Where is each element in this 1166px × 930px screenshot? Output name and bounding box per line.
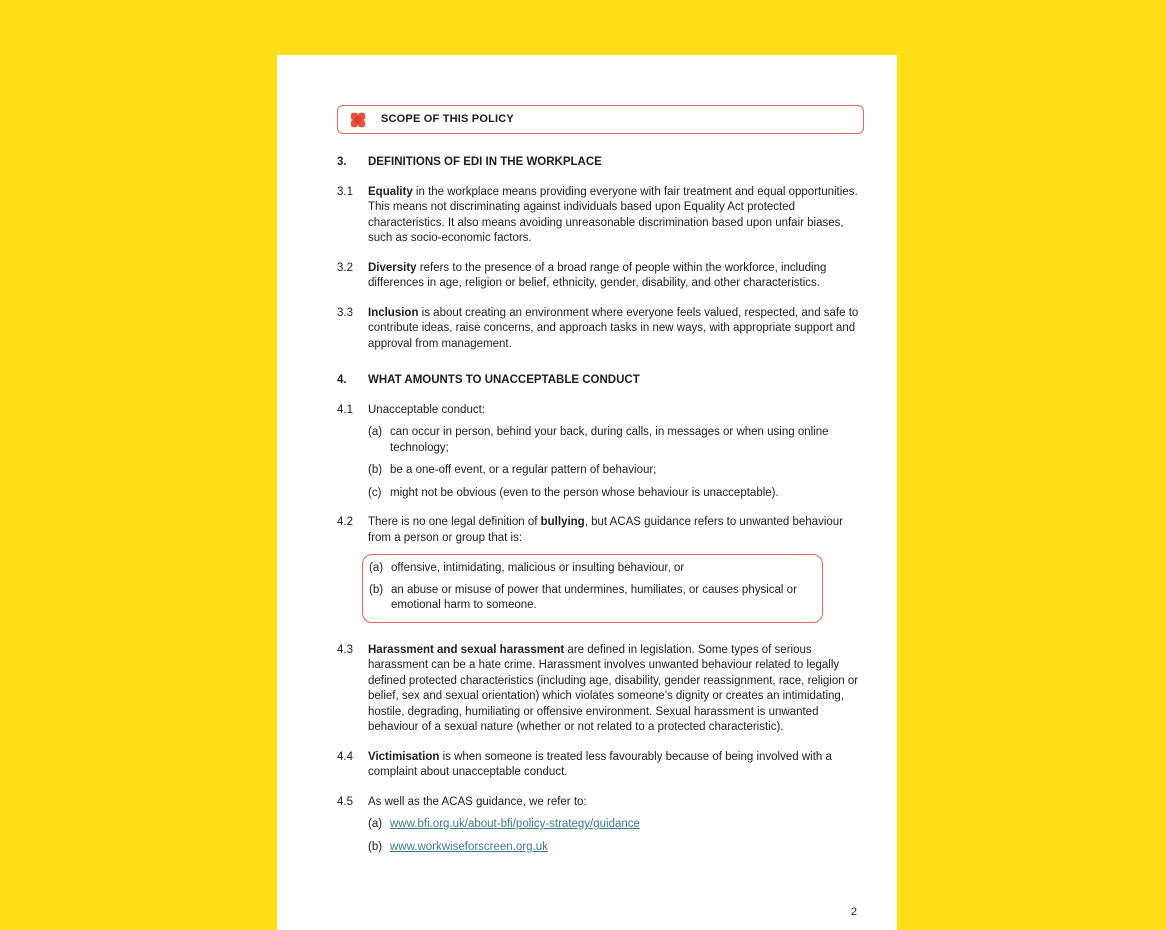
item-4-4-text: Victimisation is when someone is treated less favourably because of being involved with a complaint about unacceptable conduct.	[368, 750, 832, 778]
item-4-1-b-marker: (b)	[368, 464, 383, 476]
item-4-5-b-marker: (b)	[368, 840, 383, 853]
item-3-2-number: 3.2	[337, 261, 353, 274]
item-4-1-c-marker: (c)	[368, 486, 382, 499]
item-4-1-c-text: might not be obvious (even to the person whose behaviour is unacceptable).	[390, 486, 779, 499]
item-4-5	[337, 795, 864, 856]
item-4-1-b	[368, 463, 864, 479]
item-4-2-a-marker: (a)	[369, 562, 384, 574]
item-3-3	[337, 306, 864, 353]
item-4-2	[337, 515, 864, 623]
scope-banner	[337, 105, 864, 134]
item-4-3-number: 4.3	[337, 643, 353, 656]
workwise-link[interactable]: www.workwiseforscreen.org.uk	[390, 840, 548, 853]
item-4-1-a-text: can occur in person, behind your back, during calls, in messages or when using online technology;	[390, 426, 829, 454]
item-3-3-text: Inclusion is about creating an environment where everyone feels valued, respected, and safe to contribute ideas, raise concerns, and approach tasks in new ways, with appropriate support and approval from management.	[368, 306, 859, 350]
item-4-2-b	[369, 583, 814, 614]
item-3-3-number: 3.3	[337, 306, 353, 319]
item-3-2	[337, 261, 864, 292]
item-4-3	[337, 643, 864, 736]
item-3-1-text: Equality in the workplace means providing everyone with fair treatment and equal opportunities. This means not discriminating against individuals based upon Equality Act protected characteristics. It also means avoiding unreasonable discrimination based upon unfair biases, such as socio-economic factors.	[368, 185, 858, 244]
item-4-1	[337, 403, 864, 502]
section-3-title: DEFINITIONS OF EDI IN THE WORKPLACE	[368, 156, 602, 168]
item-4-2-a-text: offensive, intimidating, malicious or insulting behaviour, or	[391, 562, 685, 574]
item-3-1-number: 3.1	[337, 185, 353, 198]
item-4-2-a	[369, 561, 814, 577]
item-4-1-content	[368, 403, 864, 502]
item-4-5-number: 4.5	[337, 795, 353, 808]
item-4-5-a	[368, 817, 864, 833]
document-page	[277, 55, 897, 930]
item-4-4-number: 4.4	[337, 750, 353, 763]
item-4-2-b-text: an abuse or misuse of power that undermines, humiliates, or causes physical or emotional harm to someone.	[391, 583, 797, 611]
item-3-1	[337, 185, 864, 247]
bfi-guidance-link[interactable]: www.bfi.org.uk/about-bfi/policy-strategy/guidance	[390, 818, 640, 830]
item-3-2-text: Diversity refers to the presence of a broad range of people within the workforce, including differences in age, religion or belief, ethnicity, gender, disability, and other characteristics.	[368, 261, 827, 289]
item-4-1-a	[368, 425, 864, 456]
item-4-1-intro: Unacceptable conduct:	[368, 403, 485, 416]
item-4-1-b-text: be a one-off event, or a regular pattern of behaviour;	[390, 464, 657, 476]
item-4-1-a-marker: (a)	[368, 426, 383, 438]
bfi-flower-icon	[350, 112, 366, 128]
item-4-5-b	[368, 840, 864, 856]
item-4-2-b-marker: (b)	[369, 583, 384, 596]
item-4-2-text: There is no one legal definition of bullying, but ACAS guidance refers to unwanted behaviour from a person or group that is:	[368, 516, 843, 544]
bullying-definition-callout	[362, 554, 823, 623]
item-4-1-c	[368, 486, 864, 502]
section-4-heading	[337, 373, 864, 389]
section-3-heading	[337, 155, 864, 171]
item-4-5-a-marker: (a)	[368, 818, 383, 830]
section-3-number: 3.	[337, 156, 347, 168]
item-4-2-number: 4.2	[337, 516, 353, 528]
section-4-title: WHAT AMOUNTS TO UNACCEPTABLE CONDUCT	[368, 374, 640, 386]
item-4-1-number: 4.1	[337, 403, 353, 416]
scope-banner-label: SCOPE OF THIS POLICY	[381, 112, 514, 125]
item-4-5-content	[368, 795, 864, 856]
item-4-3-text: Harassment and sexual harassment are defined in legislation. Some types of serious harassment can be a hate crime. Harassment involves unwanted behaviour related to legally defined protected characteristics (including age, disability, gender reassignment, race, religion or belief, sex and sexual orientation) which violates someone’s dignity or creates an intimidating, hostile, degrading, humiliating or offensive environment. Sexual harassment is unwanted behaviour of a sexual nature (whether or not related to a protected characteristic).	[368, 643, 859, 733]
item-4-4	[337, 750, 864, 781]
item-4-2-content	[368, 515, 864, 623]
page-number: 2	[850, 905, 857, 918]
item-4-5-intro: As well as the ACAS guidance, we refer to:	[368, 795, 587, 808]
section-4-number: 4.	[337, 374, 347, 386]
